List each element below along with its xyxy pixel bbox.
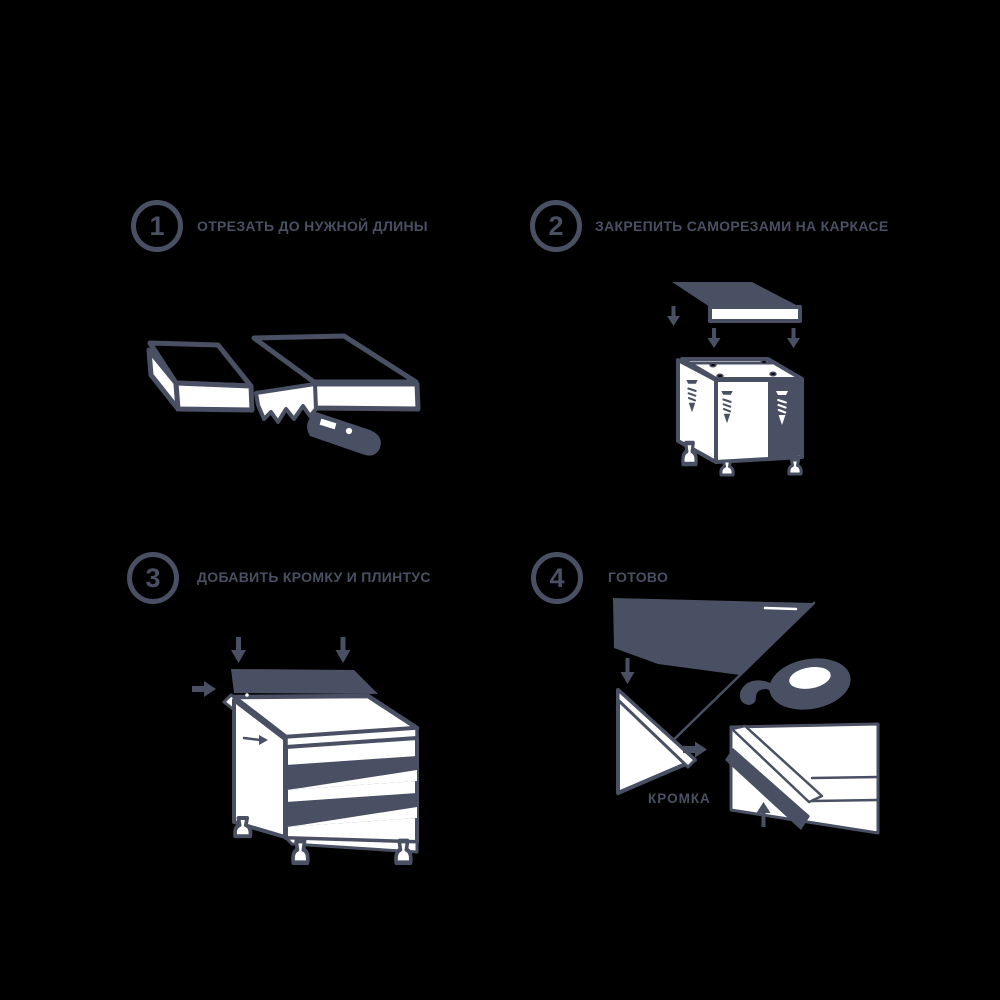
edge-tape-roll-icon bbox=[765, 652, 854, 715]
worktop-corner-icon bbox=[618, 690, 695, 793]
step-2-number-badge bbox=[530, 200, 582, 252]
step-1-title: ОТРЕЗАТЬ ДО НУЖНОЙ ДЛИНЫ bbox=[197, 218, 428, 234]
edge-label: КРОМКА bbox=[648, 791, 711, 806]
side-arrow-icon bbox=[192, 681, 216, 697]
worktop-slab-icon bbox=[672, 282, 800, 321]
step-2-title: ЗАКРЕПИТЬ САМОРЕЗАМИ НА КАРКАСЕ bbox=[595, 218, 889, 234]
step-2-screwing-illustration bbox=[640, 268, 840, 488]
board-left-icon bbox=[149, 343, 252, 410]
saw-icon bbox=[307, 412, 381, 456]
step-1-cutting-illustration bbox=[130, 320, 440, 480]
step-4-edge-banding-illustration bbox=[590, 590, 900, 860]
step-1-number: 1 bbox=[149, 210, 165, 241]
backsplash-icon bbox=[231, 669, 378, 694]
step-4-number-badge bbox=[531, 552, 583, 604]
down-arrow-icon bbox=[621, 658, 635, 684]
step-2-number: 2 bbox=[548, 210, 564, 241]
step-3-number-badge bbox=[127, 552, 179, 604]
step-3-worktop-mount-illustration bbox=[170, 620, 440, 880]
step-3-title: ДОБАВИТЬ КРОМКУ И ПЛИНТУС bbox=[197, 569, 431, 585]
step-4-number: 4 bbox=[549, 562, 565, 593]
step-3-number: 3 bbox=[145, 562, 161, 593]
step-4-title: ГОТОВО bbox=[608, 569, 669, 585]
worktop-board-icon bbox=[725, 724, 878, 833]
step-1-number-badge bbox=[131, 200, 183, 252]
down-arrow-icon bbox=[231, 637, 351, 663]
iron-icon bbox=[613, 598, 814, 675]
cabinet-box-icon bbox=[678, 359, 802, 462]
board-right-icon bbox=[254, 336, 418, 422]
